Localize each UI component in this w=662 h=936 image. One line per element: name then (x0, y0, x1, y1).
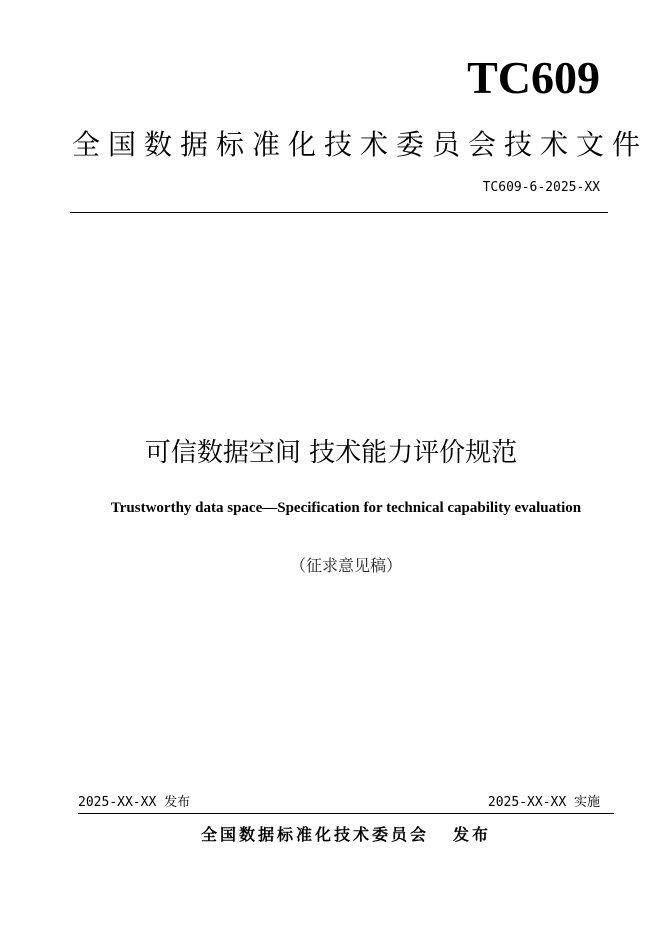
document-title-en: Trustworthy data space—Specification for technical capability evaluation (110, 500, 582, 516)
release-date: 2025-XX-XX 发布 (78, 795, 191, 810)
implementation-date: 2025-XX-XX 实施 (487, 795, 600, 810)
committee-document-title: 全国数据标准化技术委员会技术文件 (72, 128, 649, 161)
header-divider (70, 212, 608, 213)
document-code-heading: TC609 (467, 52, 600, 103)
document-title-zh: 可信数据空间 技术能力评价规范 (144, 438, 518, 468)
footer-divider (78, 813, 614, 814)
draft-status-note: （征求意见稿） (289, 556, 402, 575)
publisher-line (0, 824, 662, 846)
publisher-name: 全国数据标准化技术委员会 (200, 825, 429, 844)
document-number: TC609-6-2025-XX (482, 180, 600, 195)
publish-label: 发布 (453, 825, 492, 844)
